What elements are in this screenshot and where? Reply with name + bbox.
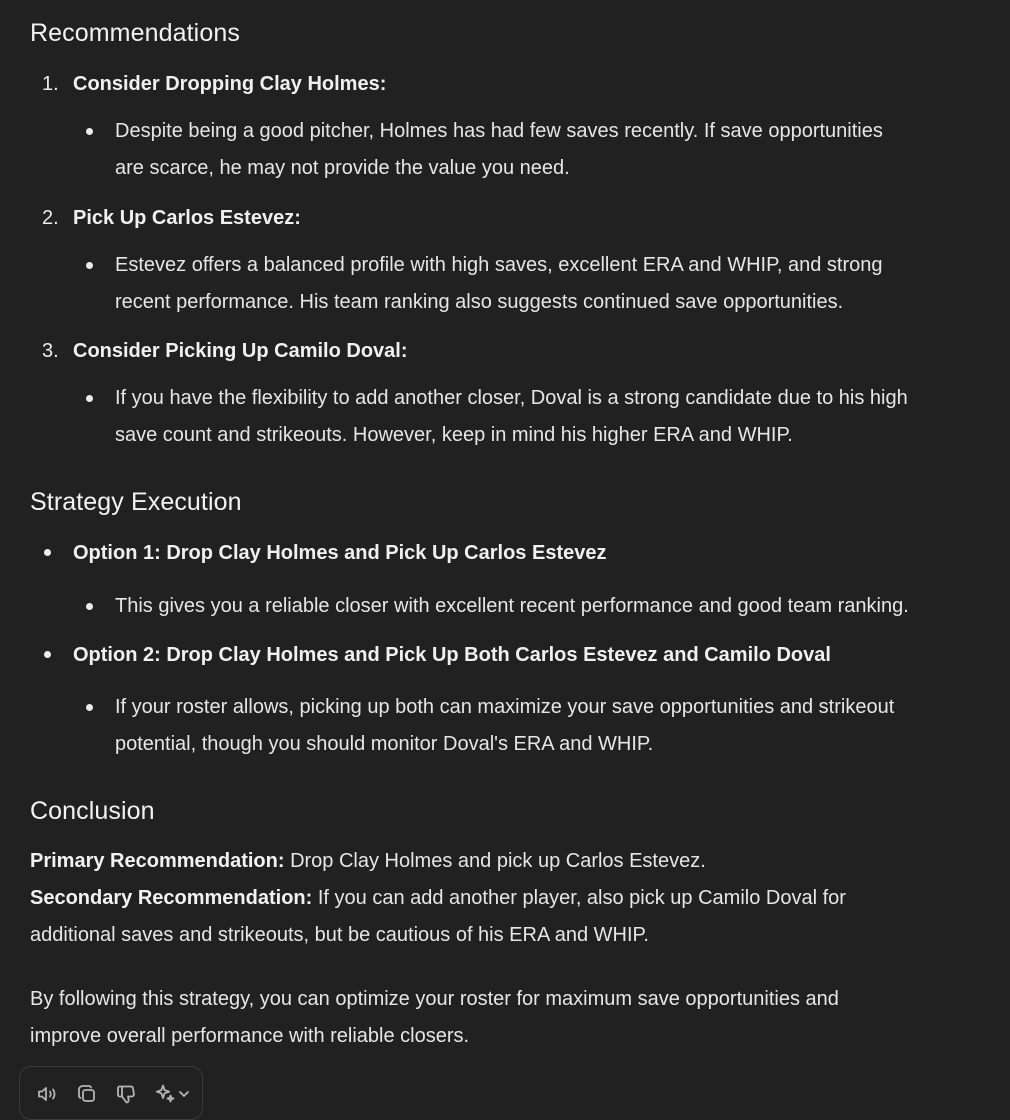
read-aloud-button[interactable] [34, 1081, 60, 1107]
item-title: Pick Up Carlos Estevez: [73, 207, 301, 229]
item-title: Consider Dropping Clay Holmes: [73, 73, 387, 95]
sparkle-icon [153, 1082, 177, 1106]
item-title: Consider Picking Up Camilo Doval: [73, 340, 408, 362]
heading-conclusion: Conclusion [30, 797, 155, 825]
list-number: 2. [42, 207, 59, 229]
option-title: Option 1: Drop Clay Holmes and Pick Up Carlos Estevez [73, 542, 607, 564]
copy-button[interactable] [74, 1081, 100, 1107]
closing-paragraph: By following this strategy, you can optimize your roster for maximum save opportunities and improve overall performance with reliable closers. [30, 988, 839, 1047]
thumbs-down-icon [114, 1082, 138, 1106]
bullet-dot [86, 603, 93, 610]
bullet-dot [86, 395, 93, 402]
model-switcher-button[interactable] [150, 1081, 194, 1107]
secondary-text: If you can add another player, also pick up Camilo Doval for [312, 887, 846, 909]
bullet-dot [86, 128, 93, 135]
list-number: 1. [42, 73, 59, 95]
list-item-text: Estevez offers a balanced profile with high saves, excellent ERA and WHIP, and strong recent performance. His team ranking also suggests continued save opportunities. [115, 254, 883, 313]
conclusion-recommendations [30, 843, 990, 954]
list-item-text: If your roster allows, picking up both can maximize your save opportunities and strikeout potential, though you should monitor Doval's ERA and WHIP. [115, 696, 895, 755]
heading-strategy-execution: Strategy Execution [30, 488, 242, 516]
chevron-down-icon [177, 1087, 191, 1101]
copy-icon [75, 1082, 99, 1106]
bullet-dot [44, 549, 51, 556]
list-item-text: This gives you a reliable closer with excellent recent performance and good team ranking. [115, 595, 909, 617]
speaker-icon [35, 1082, 59, 1106]
message-action-toolbar [19, 1066, 203, 1120]
option-title: Option 2: Drop Clay Holmes and Pick Up Both Carlos Estevez and Camilo Doval [73, 644, 831, 666]
bullet-dot [86, 262, 93, 269]
bullet-dot [86, 704, 93, 711]
heading-recommendations: Recommendations [30, 19, 240, 47]
bad-response-button[interactable] [113, 1081, 139, 1107]
list-item-text: If you have the flexibility to add another closer, Doval is a strong candidate due to his high save count and strikeouts. However, keep in mind his higher ERA and WHIP. [115, 387, 908, 446]
list-number: 3. [42, 340, 59, 362]
primary-label: Primary Recommendation: [30, 850, 285, 872]
secondary-label: Secondary Recommendation: [30, 887, 313, 909]
secondary-text-continued: additional saves and strikeouts, but be cautious of his ERA and WHIP. [30, 924, 649, 946]
list-item-text: Despite being a good pitcher, Holmes has had few saves recently. If save opportunities are scarce, he may not provide the value you need. [115, 120, 883, 179]
bullet-dot [44, 651, 51, 658]
primary-text: Drop Clay Holmes and pick up Carlos Estevez. [284, 850, 706, 872]
